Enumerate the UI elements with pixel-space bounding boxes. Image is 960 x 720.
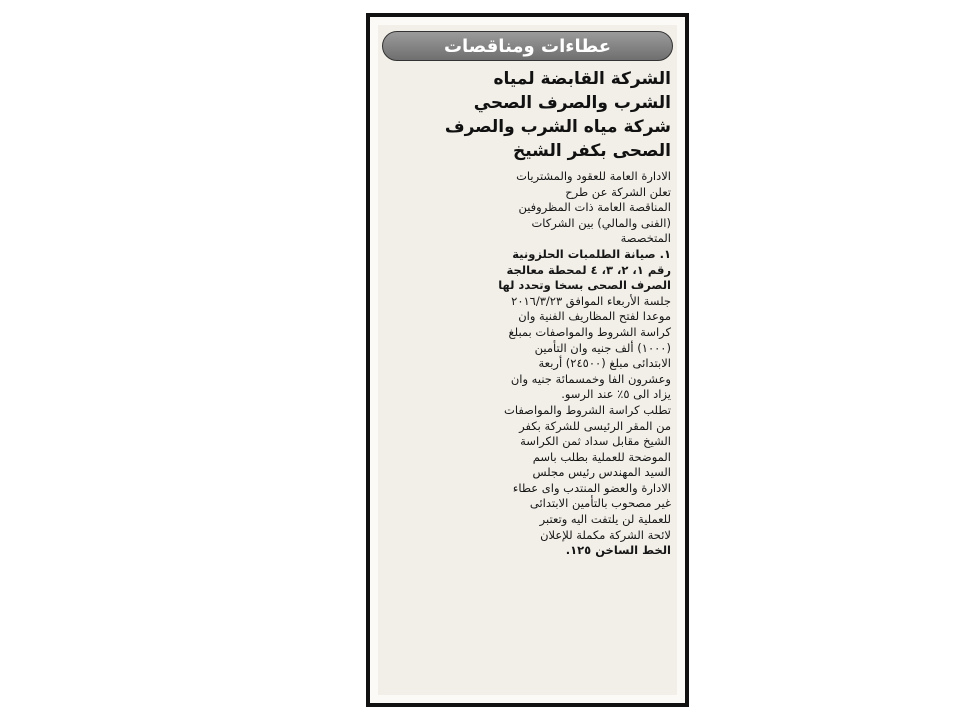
announcement-body	[384, 169, 671, 559]
body-line: المتخصصة	[620, 231, 671, 246]
body-line: وعشرون الفا وخمسمائة جنيه وان	[510, 371, 671, 386]
body-line: السيد المهندس رئيس مجلس	[532, 465, 671, 480]
body-line: الشيخ مقابل سداد ثمن الكراسة	[520, 434, 671, 449]
body-line: تطلب كراسة الشروط والمواصفات	[504, 402, 671, 417]
headline-line: الشركة القابضة لمياه	[493, 69, 671, 89]
body-line: تعلن الشركة عن طرح	[565, 184, 671, 199]
headline-line: شركة مياه الشرب والصرف	[444, 117, 671, 137]
body-line: غير مصحوب بالتأمين الابتدائى	[529, 496, 671, 511]
body-line: ١. صيانة الطلمبات الحلزونية	[512, 246, 671, 261]
headline-line: الصحى بكفر الشيخ	[512, 141, 671, 161]
body-line: يزاد الى ٥٪ عند الرسو.	[561, 387, 671, 402]
body-line: الادارة والعضو المنتدب واى عطاء	[512, 480, 671, 495]
body-line: موعدا لفتح المظاريف الفنية وان	[518, 309, 671, 324]
body-line: الادارة العامة للعقود والمشتريات	[516, 169, 671, 183]
body-line: الموضحة للعملية بطلب باسم	[532, 449, 671, 464]
newspaper-clipping	[378, 25, 677, 695]
body-line: من المقر الرئيسى للشركة بكفر	[519, 418, 671, 433]
clipping-frame	[366, 13, 689, 707]
body-line: جلسة الأربعاء الموافق ٢٠١٦/٣/٢٣	[511, 293, 671, 308]
body-line: الابتدائى مبلغ (٢٤٥٠٠) أربعة	[538, 356, 671, 371]
body-line: الخط الساخن ١٢٥.	[565, 543, 671, 558]
headline	[384, 67, 671, 163]
body-line: كراسة الشروط والمواصفات بمبلغ	[508, 324, 671, 339]
body-line: (١٠٠٠) ألف جنيه وان التأمين	[534, 340, 671, 355]
body-line: لائحة الشركة مكملة للإعلان	[540, 527, 671, 542]
section-header: عطاءات ومناقصات	[382, 31, 673, 61]
body-line: للعملية لن يلتفت اليه وتعتبر	[539, 512, 671, 527]
headline-line: الشرب والصرف الصحي	[473, 93, 671, 113]
body-line: رقم ١، ٢، ٣، ٤ لمحطة معالجة	[506, 262, 671, 277]
body-line: (الفنى والمالي) بين الشركات	[531, 215, 671, 230]
body-line: الصرف الصحى بسخا وتحدد لها	[498, 278, 671, 293]
body-line: المناقصة العامة ذات المظروفين	[518, 200, 671, 215]
